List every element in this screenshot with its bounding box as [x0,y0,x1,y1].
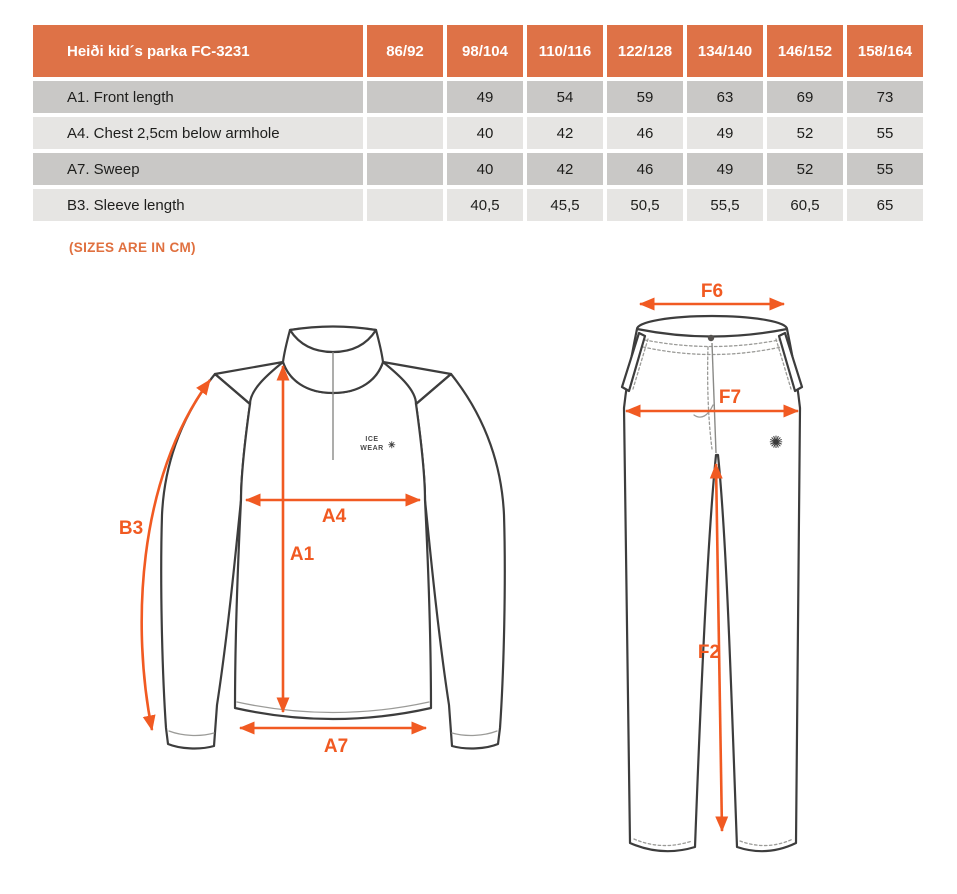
size-value-cell: 40,5 [447,189,523,221]
label-a1: A1 [289,544,315,565]
label-f6: F6 [700,283,724,302]
pants-measurement-diagram [612,283,852,883]
label-b3: B3 [118,518,144,539]
size-column-header: 98/104 [447,25,523,77]
size-value-cell [367,117,443,149]
size-value-cell: 55,5 [687,189,763,221]
row-label: A1. Front length [33,81,363,113]
pants-drawing [622,316,802,851]
size-value-cell: 69 [767,81,843,113]
size-column-header: 122/128 [607,25,683,77]
size-value-cell: 46 [607,117,683,149]
size-value-cell: 63 [687,81,763,113]
sweater-measurement-diagram [100,300,535,770]
label-a7: A7 [323,736,349,757]
size-value-cell: 42 [527,117,603,149]
size-value-cell: 40 [447,153,523,185]
size-value-cell: 60,5 [767,189,843,221]
size-column-header: 158/164 [847,25,923,77]
size-column-header: 86/92 [367,25,443,77]
size-column-header: 146/152 [767,25,843,77]
logo-text-line2: WEAR [360,445,384,452]
units-note: (SIZES ARE IN CM) [69,240,196,255]
size-value-cell: 50,5 [607,189,683,221]
row-label: A7. Sweep [33,153,363,185]
size-value-cell: 59 [607,81,683,113]
size-value-cell: 55 [847,117,923,149]
label-f7: F7 [718,387,742,408]
label-f2: F2 [697,642,721,663]
size-column-header: 110/116 [527,25,603,77]
size-value-cell [367,189,443,221]
size-value-cell: 54 [527,81,603,113]
snowflake-icon: ✺ [768,433,784,452]
size-value-cell [367,81,443,113]
size-value-cell: 42 [527,153,603,185]
sweater-drawing [161,327,505,749]
size-value-cell: 49 [687,153,763,185]
size-value-cell: 40 [447,117,523,149]
size-value-cell: 49 [687,117,763,149]
size-column-header: 134/140 [687,25,763,77]
size-value-cell: 55 [847,153,923,185]
pants-button [708,335,714,341]
snowflake-icon: ✳ [387,440,397,450]
size-value-cell: 52 [767,117,843,149]
label-a4: A4 [321,506,347,527]
product-title: Heiði kid´s parka FC-3231 [33,25,363,77]
size-value-cell: 49 [447,81,523,113]
logo-text-line1: ICE [365,436,379,443]
row-label: A4. Chest 2,5cm below armhole [33,117,363,149]
size-value-cell: 52 [767,153,843,185]
size-value-cell: 73 [847,81,923,113]
size-value-cell: 65 [847,189,923,221]
size-value-cell [367,153,443,185]
size-value-cell: 45,5 [527,189,603,221]
size-value-cell: 46 [607,153,683,185]
row-label: B3. Sleeve length [33,189,363,221]
size-table [33,25,923,221]
